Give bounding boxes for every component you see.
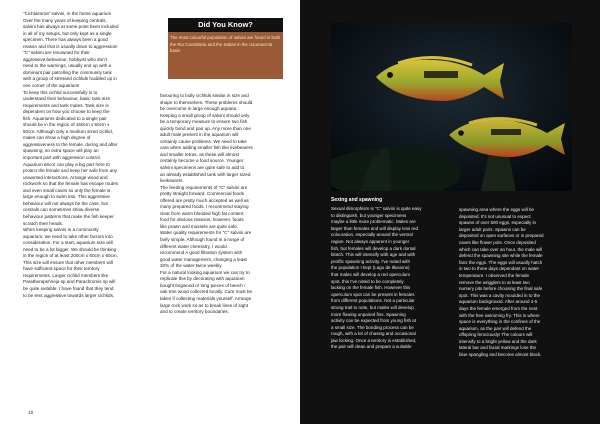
spawning-column-1: Sexual dimorphism is "C" salvini is quite easy to distinguish, but younger specimens maybe a little more problematic. Males are larger than females and will display less red colouration, especially around the ventral region. Not always apparent in younger fish, but females will develop a dark dorsal blotch. This will intensify with age and with prolific spawning activity. I've noted with the population I kept (Lago de Illusions) that males will develop a red operculum spot, this I've noted to be completely lacking on the female fish. However this operculum spot can be present in females from different populations. Not a particular strong trait to note, but males will develop more flowing unpaired fins. Spawning activity can be expected from young fish at a small size. The bonding process can be rough, with a lot of chasing and occasional jaw locking. Once a territory is established, the pair will clean and prepare a suitable [331,206,422,350]
did-you-know-body: The most colourful population of salvini are found in both the Rio Candelaria and the Sabas in the Usumacinta basin [168,32,283,79]
fish-photo [331,23,572,191]
article-column-1: "Cichlasoma" salvini, in the home aquarium Over the many years of keeping centrals, salvini has always at some point been included in all of my setups, but only kept as a single specimen. There has always been a good reason and that is usually down to aggression! "C" salvini are renowned for their aggressive behaviour, hobbyist who don't need to the warnings, usually end up with a dominant pair patrolling the community tank with a group of stressed cichlids huddled up in one corner of the aquarium! To keep this cichlid successfully is to understand their behaviour, basic tank size requirements and tank mates. Tank size is dependent on how you choose to keep the fish. Aquariums dedicated to a single pair should be in the region of 150cm x 50cm x 50cm. Although only a medium sized cichlid, males can show a high degree of aggressiveness to the female, during and after spawning, so extra space will play an important part with aggression control. Aquarium décor can play a big part here to protect the female and keep her safe from any unwanted interactions. Arrange wood and rockwork so that the female has escape routes and even small caves so only the female is large enough to swim into. This aggressive behaviour will not always be the case, but centrals can sometimes show diverse behaviour patterns that make the fish keeper scratch their heads. When keeping salvini in a community aquarium, we need to take other factors into consideration. For a start, aquarium size will need to be a lot bigger. We should be thinking in the region of at least 200cm x 60cm x 60cm. This size will ensure that other members will have sufficient space for their territory requirements. Larger cichlid members like Paratheraps/Vieja sp and Parachromis sp will be quite suitable. I have found that they tend to be less aggressive towards larger cichlids, [23,11,119,298]
cichlid-pair-image [331,23,572,191]
section-heading: Sexing and spawning [331,197,383,203]
did-you-know-title: Did You Know? [168,18,283,32]
page-number: 18 [28,410,34,415]
did-you-know-box [168,18,283,78]
article-column-2: favouring to bully cichlids similar in size and shape to themselves. These problems should be overcome in large enough aquaria. Keeping a small group of salvini should only be a temporary measure to ensure two fish quickly bond and pair up. Any more than one adult male present in the aquarium will certainly cause problems. We need to take care when adding smaller fish like livebearers and smaller tetras, as these will almost certainly become a food source. Younger salvini specimens are quite safe to add to an already established tank with larger sized livebearers. The feeding requirements of "C" salvini are pretty straight forward. Commercial foods offered are pretty much accepted as well as many prepared foods. I recommend staying clear from warm blooded high fat content food for obvious reasons, however, foods like prawn and mussels are quite safe. Water quality requirements for "C" salvini are fairly simple. Although found in a range of different water chemistry, I would recommend A good filtration system with good water management, changing a least 20% of the water twice weekly. For a natural looking aquarium we can try to replicate this by decorating with aquarium bought bogwood or long pieces of beech / oak tree wood collected locally. Care must be taken if collecting materials yourself. Arrange large rock work so as to break lines of sight and to create territory boundaries. [160,93,253,315]
spawning-column-2: spawning area where the eggs will be deposited. It's not unusual to expect spawns of over 500 eggs, especially in larger adult pairs. Spawns can be deposited on open surfaces or in prepared caves like flower pots. Once deposited which can take over an hour, the male will defend the spawning site while the female fans the eggs. The eggs will usually hatch in two to three days dependant on water temperature. I observed the female remove the wrigglers to at least two nursery pits before choosing the final safe spot. This was a cavity moulded in to the aquarium background. After around 4-5 days the female emerged from the nest with the free swimming fry. This is where space is everything in the confines of the aquarium, as the pair will defend the offspring ferociously! The colours will intensify to a bright yellow and the dark lateral bar and facial markings lose the blue spangling and become almost black. [459,207,544,358]
